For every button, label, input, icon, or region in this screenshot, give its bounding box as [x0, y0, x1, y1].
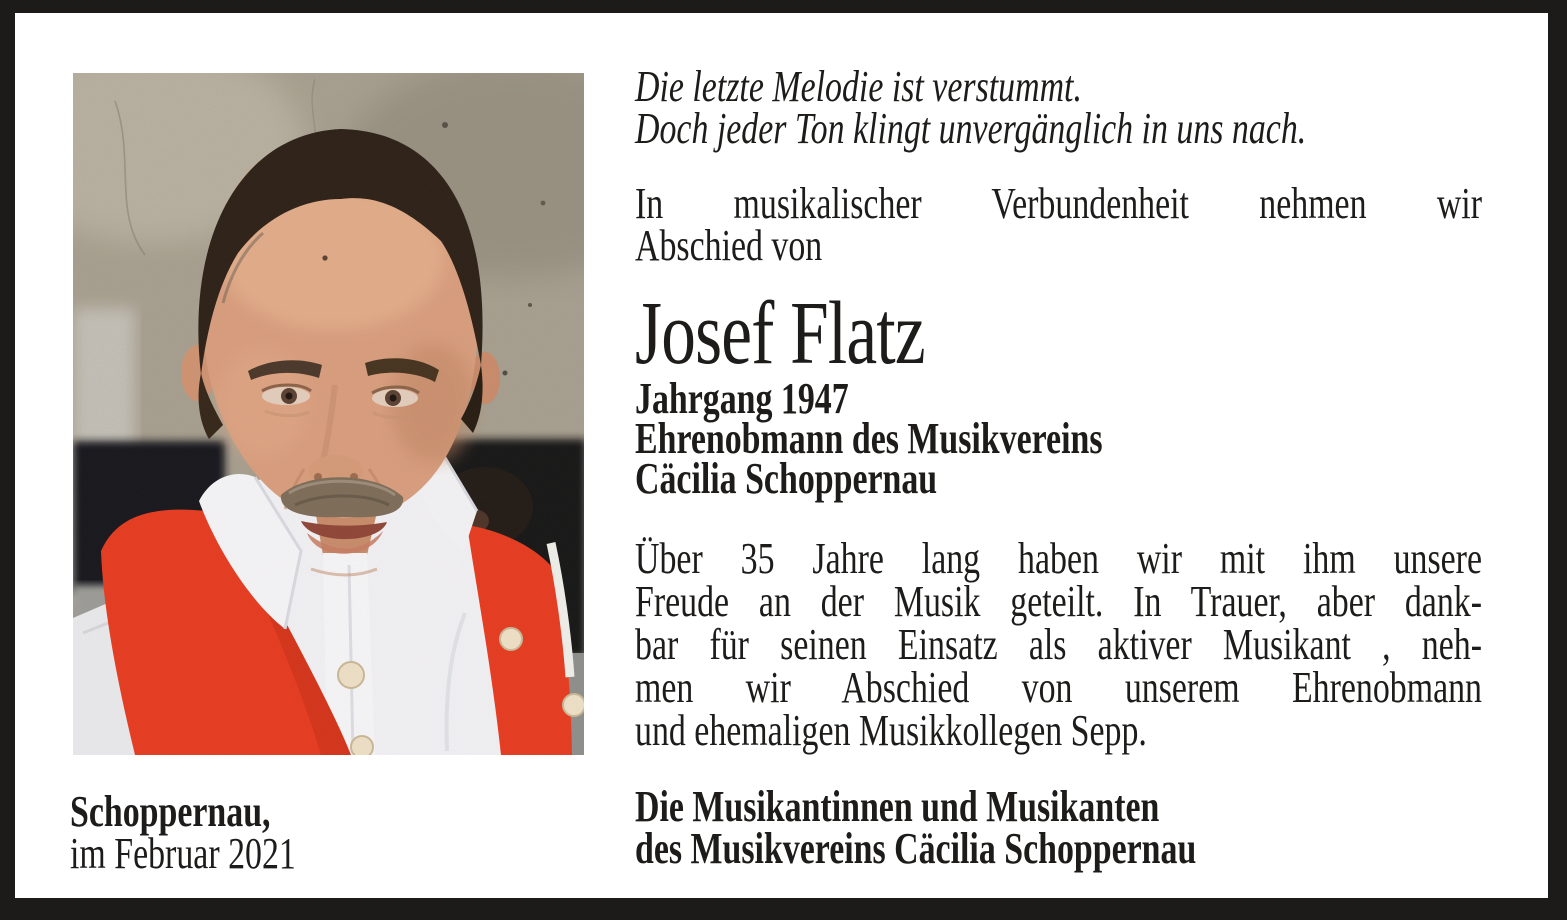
place: Schoppernau,	[70, 787, 271, 836]
date: im Februar 2021	[70, 829, 296, 878]
tribute-line: bar für seinen Einsatz als aktiver Musikant , neh-	[635, 620, 1482, 669]
epigraph	[635, 62, 1482, 153]
deceased-association: Cäcilia Schoppernau	[635, 454, 938, 503]
signature-line: Die Musikantinnen und Musikanten	[635, 782, 1160, 831]
intro-line: In musikalischer Verbundenheit nehmen wir	[635, 179, 1482, 228]
tribute-line: und ehemaligen Musikkollegen Sepp.	[635, 706, 1147, 755]
notice-text-column	[635, 62, 1567, 873]
signature-line: des Musikvereins Cäcilia Schoppernau	[635, 824, 1197, 873]
intro-line: Abschied von	[635, 221, 823, 270]
intro-paragraph	[635, 179, 1482, 270]
deceased-birth-year: Jahrgang 1947	[635, 374, 849, 423]
deceased-details	[635, 374, 1482, 503]
epigraph-line: Doch jeder Ton klingt unvergänglich in uns nach.	[635, 104, 1307, 153]
deceased-title: Ehrenobmann des Musikvereins	[635, 414, 1103, 463]
portrait-photo	[73, 73, 584, 755]
tribute-line: Freude an der Musik geteilt. In Trauer, aber dank-	[635, 577, 1482, 626]
place-date-block	[70, 787, 770, 878]
deceased-name: Josef Flatz	[635, 284, 925, 383]
tribute-line: Über 35 Jahre lang haben wir mit ihm unsere	[635, 534, 1482, 583]
tribute-paragraph	[635, 534, 1482, 755]
epigraph-line: Die letzte Melodie ist verstummt.	[635, 62, 1082, 111]
tribute-line: men wir Abschied von unserem Ehrenobmann	[635, 663, 1482, 712]
